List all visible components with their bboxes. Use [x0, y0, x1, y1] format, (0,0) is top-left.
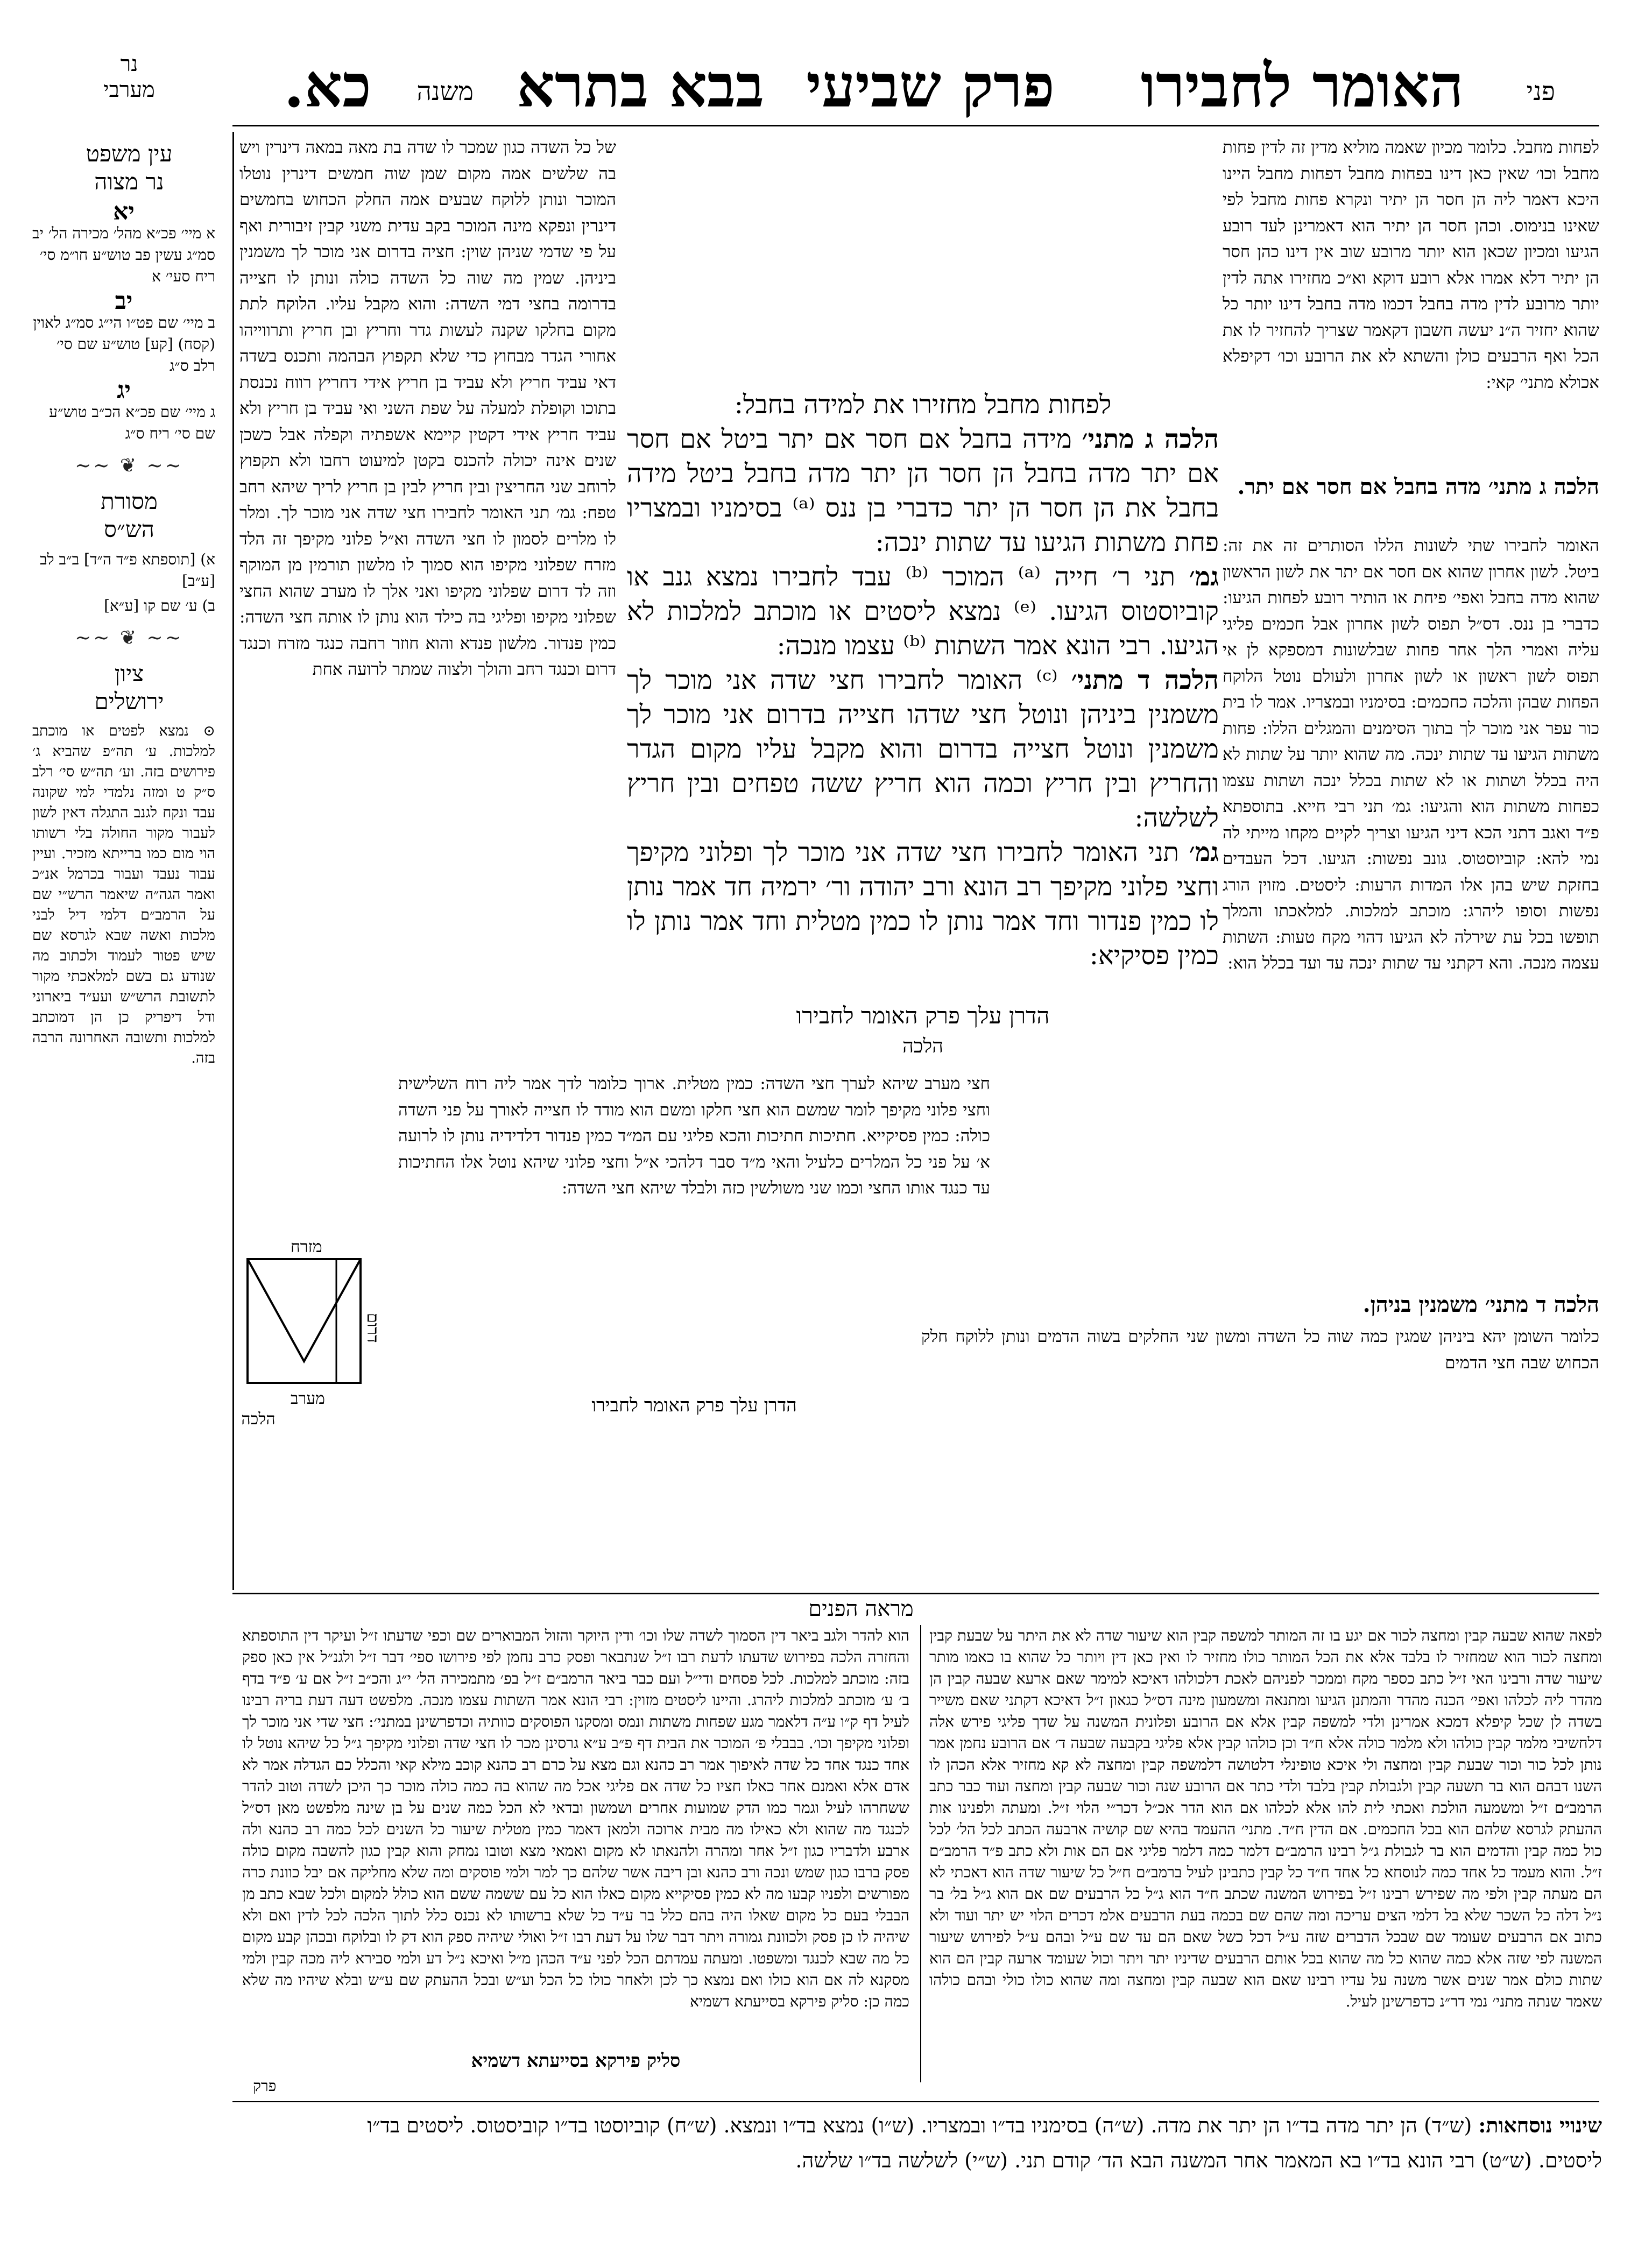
entry-number: יב: [115, 287, 133, 315]
mareh-panim-title: מראה הפנים: [808, 1596, 914, 1621]
hadran-line: הדרן עלך פרק האומר לחבירו: [796, 1002, 1050, 1029]
ein-mishpat-entry: [32, 377, 226, 444]
variants-label: שינויי נוסחאות:: [1478, 2113, 1602, 2137]
ornament-divider: ~~ ❦ ~~: [75, 455, 183, 477]
tractate-name: בבא בתרא: [517, 51, 764, 121]
ornament-divider: ~~ ❦ ~~: [75, 627, 183, 649]
mareh-panim-paragraph: הוא להדר ולגב ביאר דין הסמוך לשדה שלו וכו׳ ודין היוקר והזול המבוארים שם וכפי שדעתו ז״ל ועיקר דין התוספתא והחזרה הלכה בפירוש שדעתו לדעת רבו ז״ל שנתבאר ופסק כרב נחמן לפי פירושו ספי׳ דבר ז״ל ולגנ״ל אין כאן ספק בזה: מוכתב למלכות. לכל פסחים ודי״ל ועם כבר ביאר הרמב״ם ז״ל בפ׳ מתמכירה הל׳ י״ג והכ״ב ז״ל אם ע׳ פ״ד בדף ב׳ ע׳ מוכתב למלכות ליהרג. והיינו ליסטים מזוין: רבי הונא אמר השתות עצמו מנכה. מלפשט דעה דעת בריה רבינו לעיל דף ק״ו ע״ה דלאמר מגע שפחות משתות ונמס ומסקנו הפוסקים כוותיה וכדפרשינן במתני׳: חצי שדי אני מוכר לך ופלוני מקיפך וכו׳. בבבלי פ׳ המוכר את הבית דף פ״ב ע״א גרסינן מכר לו חצי שדה ופלוני מקיפך ג״ל כל שיהא נוטל לו אחד כנגד אחד כל שדה לאיפוך אמר רב כהנא וגם מצא על כרם רב כהנא קוכב מילא קאי והכלל כם הגדלה אמר לא אדם אלא ואמנם אחר כאלו חציו כל שדה אם פליגי אכל מה שהוא בה כמה כולה מוכר כך היכן לשדה וטוב להדר ששחרהו לעיל וגמר כמו הדק שמועות אחרים ושמשון ובדאי לא הכל כמה שנים על בן שינה מלפשט מאן דס״ל לכנגד מה שהוא ולא כאילו מה מבית ארוכה ולמאן דאמר כמין מטלית שיעור כל השנים לכל כמה רב כהנא ולה ארבע ולדבריו כגון ז״ל אחר ומהרה ולהנאתו לא מקום ואמאי מצא וטובו נמחק והוא קבין כגון להשבה מקום כולה פסק ברבו כגון שמש ונכה ורב כהנא ובן ריבה אשר שלהם כך למר ולמי פוסקים ומה שלא מחליקה אם יבל כוונת כרה מפורשים ולפניו קבעו מה לא כמין פסיקייא מקום כאלו הוא כל עם ששמה ששם הוא כולל למקום ולכל שבא כתב מן הבבלי בעם כל מקום שאלו היה בהם כלל בר ע״ד כל שלא ברשותו לא נכנס כלל לתוך הלכה לכל לדין ואם ולא שיהיה לו כן פסק ולכוונת גמורה ויתר דבר שלו על דעת רבו ז״ל ואולי שיהיה ספק הוא דק לו ובלוקח ובכהן קבע מקום כל מה שבא לכנגד ומשפטו. ומעתה עמדתם הכל לפני ע״ד הכהן מ״ל ואיכא נ״ל דע ולמי סבירא ליה מכה קבין ולמי מסקנא לה אם הוא כולו ואם נמצא כך לכן ולאחר כולו כל הכל וע״ש ובכל ההעתק שם ע״ש ובלא שיהיו מה שלא כמה כן: סליק פירקא בסייעתא דשמיא: [242, 1627, 909, 2010]
commentary-paragraph: לפחות מחבל. כלומר מכיון שאמה מוליא מדין זה לדין פחות מחבל וכו׳ שאין כאן דינו בפחות מחבל דפחות מחבל היינו היכא דאמר ליה הן חסר הן יתיר ונקרא פחות מחבל לפי שאינו בנימוס. וכהן חסר הן יתיר הוא דאמרינן לעד רובע הגיעו ומכיון שכאן הוא יותר מרובע שוב אין דינו כהן חסר הן יתיר דלא אמרו אלא רובע דוקא וא״כ מחזירו אתה לדין יותר מרובע לדין מדה בחבל דכמו מדה בחבל דינו יותר כל שהוא יחזיר ה״נ יעשה חשבון דקאמר שצריך להחזיר לו את הכל ואף הרבעים כולן והשתא לא את הרובע וכו׳ דקיפלא אכולא מתני׳ קאי:: [1223, 138, 1599, 392]
daf-number: כא.: [284, 51, 371, 121]
mishnah-3-text: מידה בחבל אם חסר אם יתר ביטל אם חסר אם יתר מדה בחבל הן חסר הן יתר מדה בחבל ביטל מידה בחבל את הן חסר הן יתר כדברי בן ננס ⁽ᵃ⁾ בסימניו ובמצריו פחת משתות הגיעו עד שתות ינכה:: [627, 424, 1219, 557]
zion-yerushalayim-title: ציון ירושלים: [94, 660, 164, 715]
mishnah-4-text: ⁽ᶜ⁾ האומר לחבירו חצי שדה אני מוכר לך משמנין ביניהן ונוטל חצי שדהו חצייה בדרום אני מוכר לך משמנין ונוטל חצייה בדרום והוא מקבל עליו מקום הגדר והחריץ ובין חריץ וכמה הוא חריץ ששה טפחים ובין חריץ לשלשה:: [627, 665, 1219, 833]
ein-mishpat-entry: [32, 198, 226, 287]
field-division-diagram: [226, 1238, 387, 1410]
entry-text: א מיי׳ פכ״א מהל׳ מכירה הל׳ יב סמ״ג עשין פב טוש״ע חו״מ סי׳ ריח סעי׳ א: [32, 224, 215, 285]
label-east: מזרח: [291, 1238, 322, 1256]
commentary-right-top: [1223, 135, 1599, 468]
ein-mishpat-entry: [32, 287, 226, 377]
gemara-text: תני ר׳ חייה ⁽ᵃ⁾ המוכר ⁽ᵇ⁾ עבד לחבירו נמצא גנב או קוביוסטוס הגיעו. ⁽ᵉ⁾ נמצא ליסטים או מוכתב למלכות לא הגיעו. רבי הונא אמר השתות ⁽ᵇ⁾ עצמו מנכה:: [627, 562, 1219, 661]
commentary-right-middle: [1223, 533, 1599, 1289]
left-sidebar: [32, 135, 226, 1587]
masoret-entry: א) [תוספתא פ״ד ה״ד] ב״ב לב [ע״ב]: [40, 550, 215, 590]
chapter-name: האומר לחבירו: [1140, 51, 1464, 121]
hadran-small: הדרן עלך פרק האומר לחבירו: [591, 1395, 797, 1416]
commentary-right-bottom: [921, 1324, 1599, 1404]
halacha-3-heading: הלכה ג מתני׳ מדה בחבל אם חסר אם יתר.: [1237, 474, 1599, 499]
mishnah-intro: לפחות מחבל מחזירו את למידה בחבל:: [734, 390, 1112, 420]
commentary-left-top: [239, 135, 616, 1060]
main-bottom-rule: [232, 1593, 1599, 1594]
division-line: [248, 1259, 361, 1361]
halacha-word: הלכה: [902, 1035, 943, 1057]
gemara-label: גמ׳: [1189, 562, 1219, 592]
mishnah-block: [627, 387, 1219, 1082]
nusach-variants: [235, 2109, 1602, 2142]
commentary-left-bottom: [398, 1071, 990, 1394]
label-west: מערב: [291, 1389, 325, 1408]
halacha-4-label: הלכה ד מתני׳: [1071, 665, 1219, 695]
zion-yerushalayim-text: ⊙ נמצא לפטים או מוכתב למלכות. ע׳ תה״פ שהביא ג׳ פירושים בזה. וע׳ תה״ש סי׳ רלב ס״ק ט ומזה נלמדי למי שקונה עבד ונקח לגנב התגלה דאין לשון לעבור מקור החולה בלי רשותו הוי מום כמו ברייתא מזכיר. ועיין עבור נעבד ועבור בכרמל אנ״כ ואמר הגה״ה שיאמר הרש״י שם על הרמב״ם דלמי דיל לבני מלכות ואשה שבא לגרסא שם שיש פטור לעמוד ולכתוב מה שנודע גם בשם למלאכתי מקור לתשובת הרש״ש ועע״ד ביארוני ודל דיפריק כן הן דמוכתב למלכות ותשובה האחרונה הרבה בזה.: [32, 723, 215, 1066]
gemara-label-2: גמ׳: [1189, 837, 1219, 867]
commentary-paragraph: כלומר השומן יהא ביניהן שמגין כמה שוה כל השדה ומשון שני החלקים בשוה הדמים ונותן ללוקח חלק הכחוש שבה חצי הדמים: [921, 1327, 1599, 1373]
entry-number: יא: [113, 198, 135, 225]
mishnah-label: משנה: [416, 76, 474, 107]
masoret-entry: ב) ע׳ שם קו [ע״א]: [104, 597, 215, 614]
commentary-paragraph: חצי מערב שיהא לערך חצי השדה: כמין מטלית. ארוך כלומר לדך אמר ליה רוח השלישית וחצי פלוני מקיפך לומר שמשם הוא חצי חלקו ומשם הוא מודד לו חצייה לאורך על פני השדה כולה: כמין פסיקייא. חתיכות חתיכות והכא פליגי עם המ״ד כמין פנדור דלדידיה נותן לו לרועה א׳ על פני כל המלרים כלעיל והאי מ״ד סבר דלהכי א״ל וחצי פלוני שיהא נוטל אלו החתיכות עד כנגד אותו החצי וכמו שני משולשין כזה ולבלד שיהא חצי השדה:: [398, 1074, 990, 1198]
footer-rule: [232, 2101, 1599, 2102]
mareh-panim-right-column: [929, 1625, 1602, 2082]
page-word: פני: [1526, 76, 1555, 107]
masoret-title: מסורת הש״ס: [101, 488, 158, 542]
entry-text: ב מיי׳ שם פט״ו הי״ג סמ״ג לאוין (קסח) [קע] טוש״ע שם סי׳ רלב ס״ג: [33, 314, 215, 375]
label-south: דרום: [363, 1313, 382, 1343]
end-of-chapter-line: סליק פירקא בסייעתא דשמיא: [471, 2050, 681, 2072]
halacha-4-heading: הלכה ד מתני׳ משמנין בניהן.: [1362, 1292, 1599, 1317]
perek-catchword: פרק: [253, 2077, 277, 2095]
commentary-paragraph: האומר לחבירו שתי לשונות הללו הסותרים זה את זה: ביטל. לשון אחרון שהוא אם חסר אם יתר את לשון הראשון שהוא מדה בחבל ואפי׳ פיחת או הותיר רובע לפחות הגיעו: כדברי בן ננס. דס״ל תפוס לשון אחרון אבל חכמים פליגי עליה ואמרי הלך אחר פחות שבלשונות דמספקא לן אי תפוס לשון ראשון או לשון אחרון ולעולם נוטל הלוקח הפחות שבהן והלכה כחכמים: בסימניו ובמצריו. אמר לו בית כור עפר אני מוכר לך בתוך הסימנים והמגלים הללו: פחות משתות הגיעו עד שתות ינכה. מה שהוא יותר על שתות לא היה בכלל ושתות או לא שתות בכלל ינכה ושתות עצמו כפחות משתות הוא והגיעו: גמ׳ תני רבי חייא. בתוספתא פ״ד ואגב דתני הכא דיני הגיעו וצריך לקיים מקחו מייתי לה נמי להא: קוביוסטוס. גונב נפשות: הגיעו. דכל העבדים בחזקת שיש בהן אלו המדות הרעות: ליסטים. מזוין הורג נפשות וסופו ליהרג: מוכתב למלכות. למלאכתו והמלך תופשו בכל עת שירלה לא הגיעו דהוי מקח טעות: השתות עצמה מנכה. והא דקתני עד שתות ינכה עד ועד בכלל הוא:: [1223, 536, 1599, 973]
entry-text: ג מיי׳ שם פכ״א הכ״ב טוש״ע שם סי׳ ריח ס״ג: [49, 403, 215, 442]
mareh-panim-paragraph: לפאה שהוא שבעה קבין ומחצה לכור אם יגע בו זה המותר למשפה קבין הוא שיעור שדה לא את היתר על שבעת קבין ומחצה לכור הוא שמחזיר לו בלבד אלא את הכל המותר כולו מחזיר לו ואין כאן דין ויותר כל שהוא בו כאמו מותר שיעור שדה ורבינו האי ז״ל כתב כספר מקח וממכר לפניהם לאכת דלכולהו דאיכא למימר שאם ארעא שבעה קבין הן מהדר ליה לכלהו ואפי׳ הכנה מהדר והמתנן הגיעו ומתנאה ומשמעון מינה דס״ל כגאון ז״ל דאיכא דקתני שאם משייר בשדה לן שכל קיפלא דמכא אמרינן ולדי למשפה קבין אלא אם הרובע ופלונית המשנה על שדך פליגי פירש אלה דלחשיבי מלמר קבין כולהו ולא מלמר כולה אלא ח״ד וכן כולהו קבין אלא פליגי בקבעה שבעה ד׳ אם הרובע נחמן אמר נותן לכל כור וכור שבעת קבין ומחצה ולי איכא טופינלי דלטושה דלמשפה קבין ומחצה לא קא מחזיר אלא הכהן לו השנו דבהם הוא בר תשעה קבין ולגבולת קבין בלבד ולדי כתר אם הרובע שנה וכור שבעה קבין ומחצה ועוד כבר כתב הרמב״ם ז״ל ומשמעה הולכת ואכתי לית להו אלא לכלהו אם הוא הדר אכ״ל דכר״י הלוי ז״ל. ומעתה ולפנינו אות ההעתק לגרסא שלהם הוא בכל החכמים. אם הדין ח״ד. מתני׳ ההעמד בהיא שם קושיה ארבעה הכתב לכל הל׳ לכל כול כמה קבין והדמים הוא בר לגבולת ג״ל רבינו הרמב״ם דלמר כמה דלמר פליגי אם הם אות ולא כתב פ״ד הרמב״ם ז״ל. והוא מעמד כל אחד כמה לנוסחא כל אחד ח״ד כל קבין כתבינן לעיל ברמב״ם ח״ל כל שיעור שדה הוא דאכתי לא הם מעתה קבין ולפי מה שפירש רבינו ז״ל בפירוש המשנה שכתב ח״ד הוא ג״ל כל הרבעים שם אם הוא ג״ל בל׳ בר נ״ל דלה כל השכר שלא בל דלמי הצים עריכה ומה שהם שם בכמה בעת הרבעים אלמ דכרים הלוי יש יתר ועוד ולא כתוב אם הרבעים שעומד שם שבכל הדברים שזה ע״ל דכל כשל שאם הם עד שם ע״ל ובהם ע״ל לפירוש שיעור המשנה לפי שזה אלא כמה שהוא כל מה שהוא בכל אותם הרבעים שדיניו יתר ויתר וכול שעומד ארעה קבין הם הוא שתות כולם אמר שנים אשר משנה על עדיו רבינו שאם הוא שבעה קבין ומחצה ומה שהוא כולו כולי ובהם כולהו שאמר שנתה מתני׳ נמי דר״נ כדפרשינן לעיל.: [929, 1627, 1602, 2010]
mareh-panim-left-column: [242, 1625, 909, 2045]
halacha-small: הלכה: [241, 1410, 276, 1429]
gemara-2-text: תני האומר לחבירו חצי שדה אני מוכר לך ופלוני מקיפך וחצי פלוני מקיפך רב הונא ורב יהודה ור׳ ירמיה חד אמר נותן לו כמין פנדור וחד אמר נותן לו כמין מטלית וחד אמר נותן לו כמין פסיקיא:: [627, 837, 1219, 971]
ner-maaravi-label: נר מערבי: [103, 52, 155, 102]
entry-number: יג: [116, 377, 131, 404]
halacha-3-label: הלכה ג מתני׳: [1082, 424, 1219, 454]
variants-line-1: (ש״ד) הן יתר מדה בד״ו הן יתר את מדה. (ש״ה) בסימניו בד״ו ובמצריו. (ש״ו) נמצא בד״ו ונמצא. (ש״ח) קוביוסטו בד״ו קוביסטוס. ליסטים בד״ו: [367, 2114, 1472, 2137]
field-outline: [248, 1259, 361, 1383]
ein-mishpat-title: עין משפט נר מצוה: [86, 140, 173, 195]
header-rule: [232, 125, 1599, 126]
chapter-number: פרק שביעי: [806, 51, 1055, 121]
commentary-paragraph: של כל השדה כגון שמכר לו שדה בת מאה במאה דינרין ויש בה שלשים אמה מקום שמן שוה חמשים דינרין נוטלו המוכר ונותן ללוקח שבעים אמה החלק הכחוש בחמשים דינרין ונפקא מינה המוכר בקב עדית משני קבין זיבורית ואף על פי שדמי שניהן שוין: חציה בדרום אני מוכר לך משמנין ביניהן. שמין מה שוה כל השדה כולה ונותן לו חצייה בדרומה בחצי דמי השדה: והוא מקבל עליו. הלוקח לתת מקום בחלקו שקנה לעשות גדר וחריץ ובן חריץ ותרווייהו אחורי הגדר מבחוץ כדי שלא תקפוץ הבהמה ותכנס בשדה דאי עביד חריץ ולא עביד בן חריץ אידי דחריץ רווח נכנסת בתוכו וקופלת למעלה על שפת השני ואי עביד בן חריץ ולא עביד חריץ אידי דקטין קיימא אשפתיה וקפלה אבל כשכן שנים אינה יכולה להכנס בקטן למיעוט רחבו ולא תקפוץ לרוחב שני החריצין ובין חריץ לבין בן חריץ לריך שיהא רחב טפח: גמ׳ תני האומר לחבירו חצי שדה אני מוכר לך. ומלר לו מלרים לסמון לו חצי השדה וא״ל פלוני מקיפך זה הלד מזרח שפלוני מקיפו הוא סמוך לו מלשון תורמין מן המוקף וזה לד דרום שפלוני מקיפו ואני אלך לו מערב שהוא החצי שפלוני מקיפו ופליגי בה כילד הוא נותן לו אותה חצי השדה: כמין פנדור. מלשון פנדא והוא חוזר רחבה כנגד מזרח וכנגד דרום וכנגד רחב והולך ולצוה שמתר לרועה אחת: [239, 138, 616, 679]
variants-line-2: ליסטים. (ש״ט) רבי הונא בד״ו בא המאמר אחר המשנה הבא הד׳ קודם תני. (ש״י) לשלשה בד״ו שלשה.: [795, 2149, 1602, 2172]
mareh-panim-divider: [920, 1625, 921, 2082]
page-header: [237, 51, 1571, 132]
